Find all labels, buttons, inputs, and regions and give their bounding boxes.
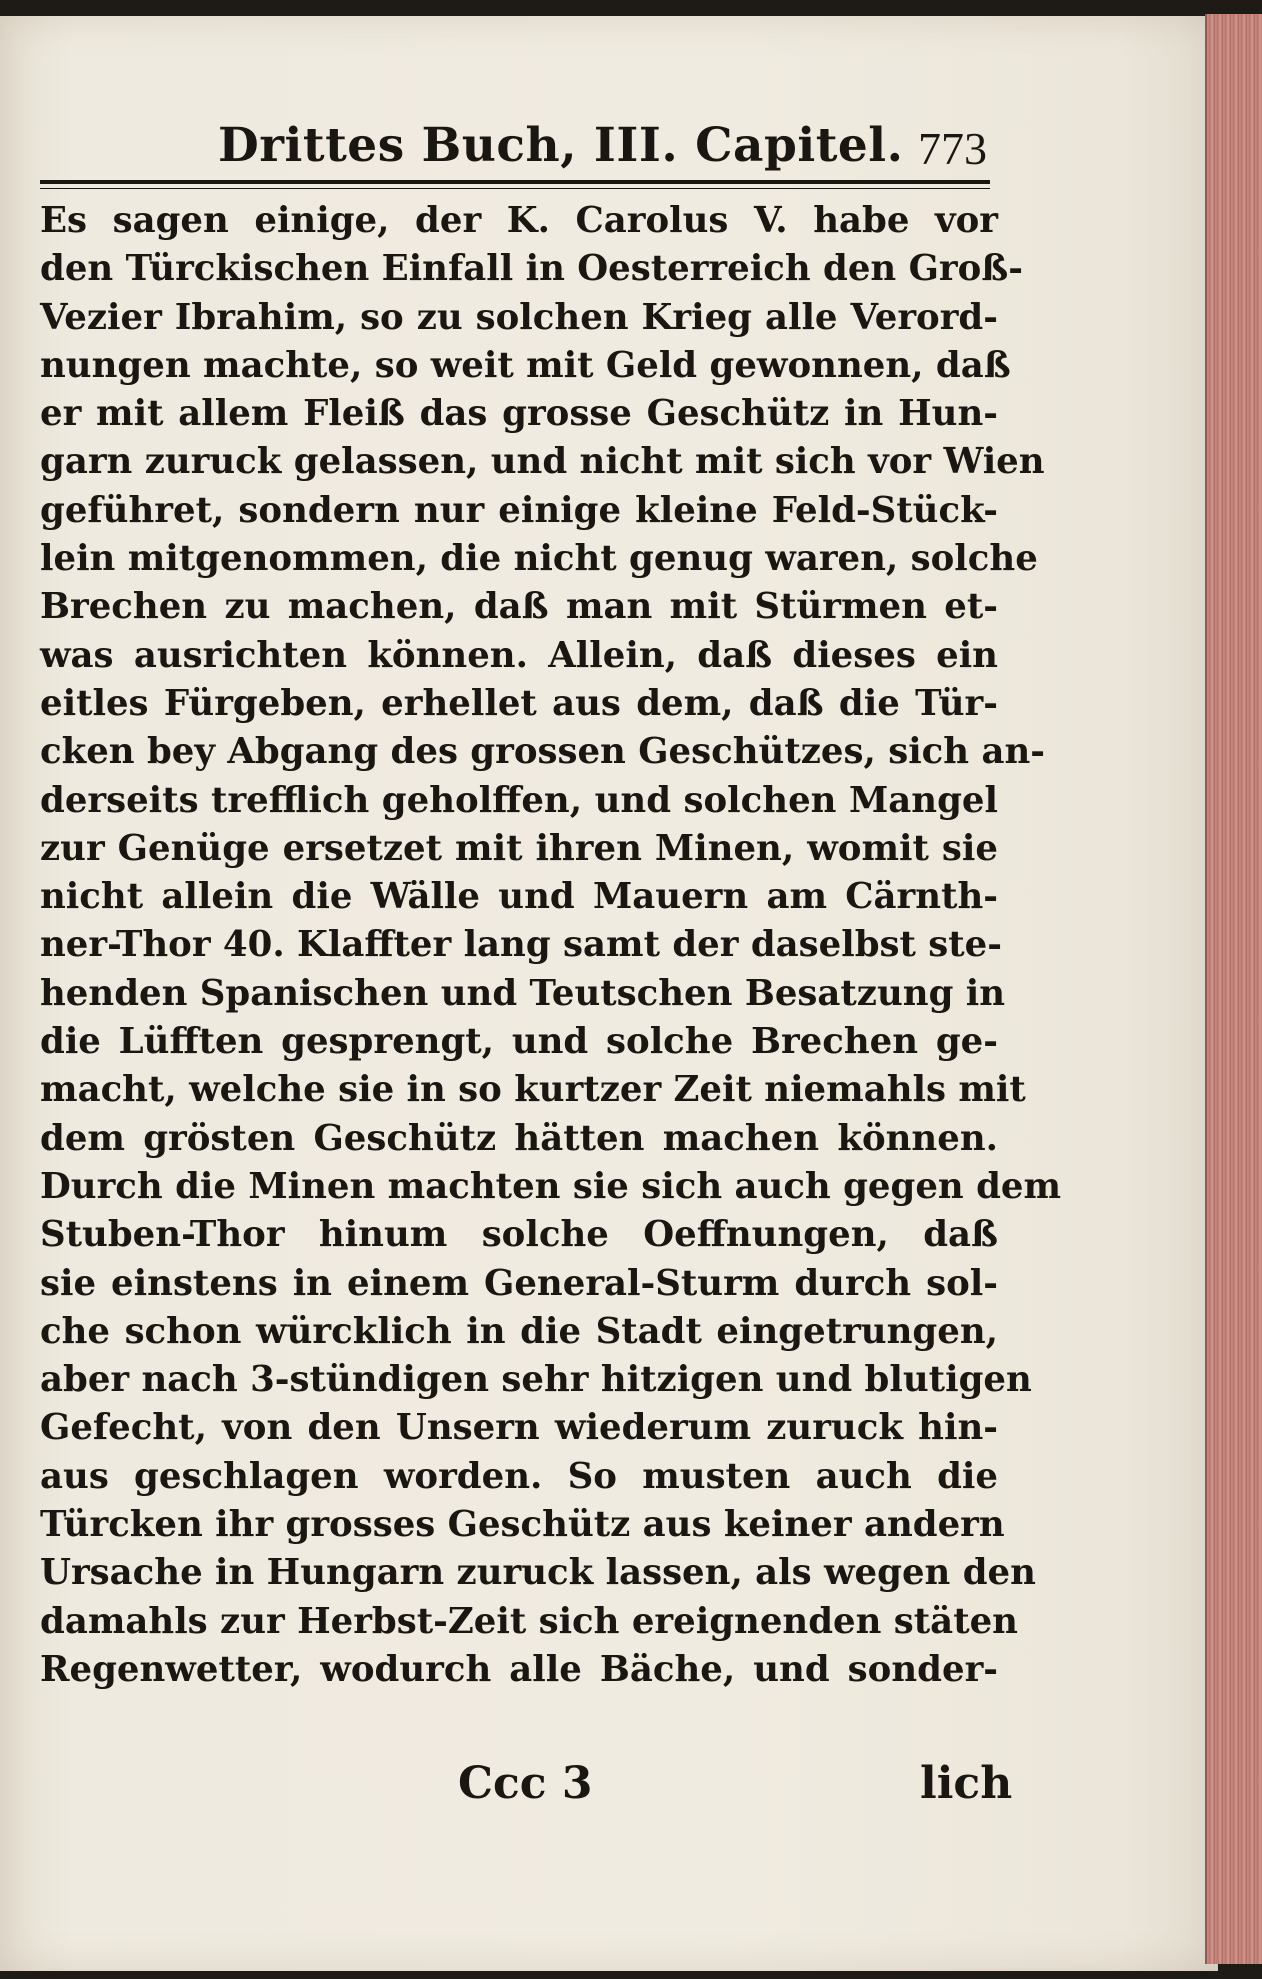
header-rule (40, 180, 990, 184)
page-number: 773 (918, 123, 987, 174)
text-line: sie einstens in einem General-Sturm durch sol- (40, 1262, 998, 1304)
text-line: aber nach 3-stündigen sehr hitzigen und blutigen (40, 1359, 1032, 1401)
text-line: die Lüfften gesprengt, und solche Brechen ge- (40, 1021, 998, 1063)
text-line: Regenwetter, wodurch alle Bäche, und sonder- (40, 1648, 998, 1690)
text-line: nicht allein die Wälle und Mauern am Cärnth- (40, 876, 998, 918)
text-line: garn zuruck gelassen, und nicht mit sich vor Wien (40, 441, 1045, 483)
text-line: Ursache in Hungarn zuruck lassen, als wegen den (40, 1552, 1036, 1594)
text-line: Brechen zu machen, daß man mit Stürmen et- (40, 586, 998, 628)
text-line: geführet, sondern nur einige kleine Feld-Stück- (40, 489, 998, 531)
text-line: cken bey Abgang des grossen Geschützes, sich an- (40, 731, 1046, 773)
text-line: henden Spanischen und Teutschen Besatzung in (40, 972, 1006, 1014)
page-header (40, 118, 1000, 188)
text-line: dem grösten Geschütz hätten machen können. (40, 1117, 998, 1159)
page-edge (1205, 14, 1262, 1964)
text-line: aus geschlagen worden. So musten auch die (40, 1455, 998, 1497)
text-line: Stuben-Thor hinum solche Oeffnungen, daß (40, 1214, 998, 1256)
text-line: derseits trefflich geholffen, und solchen Mangel (40, 779, 998, 821)
text-line: Durch die Minen machten sie sich auch gegen dem (40, 1165, 1062, 1207)
text-line: macht, welche sie in so kurtzer Zeit niemahls mit (40, 1069, 1026, 1111)
text-line: lein mitgenommen, die nicht genug waren, solche (40, 538, 1038, 580)
text-line: eitles Fürgeben, erhellet aus dem, daß die Tür- (40, 682, 998, 724)
text-line: zur Genüge ersetzet mit ihren Minen, womit sie (40, 827, 998, 869)
text-line: er mit allem Fleiß das grosse Geschütz in Hun- (40, 393, 998, 435)
text-line: was ausrichten können. Allein, daß dieses ein (40, 634, 998, 676)
text-line: nungen machte, so weit mit Geld gewonnen, daß (40, 344, 1011, 386)
body-text (40, 197, 1062, 1694)
text-line: Vezier Ibrahim, so zu solchen Krieg alle Verord- (40, 296, 998, 338)
catchword: lich (920, 1758, 1013, 1809)
text-line: Türcken ihr grosses Geschütz aus keiner andern (40, 1504, 1005, 1546)
text-line: damahls zur Herbst-Zeit sich ereignenden stäten (40, 1600, 1018, 1642)
header-rule-thin (40, 188, 990, 189)
text-line: Es sagen einige, der K. Carolus V. habe vor (40, 200, 998, 241)
text-line: ner-Thor 40. Klaffter lang samt der daselbst ste- (40, 924, 1002, 966)
text-line: Gefecht, von den Unsern wiederum zuruck hin- (40, 1407, 998, 1449)
text-line: den Türckischen Einfall in Oesterreich den Groß- (40, 248, 1023, 290)
signature-mark: Ccc 3 (458, 1758, 593, 1809)
page-footer (40, 1758, 1013, 1818)
running-title: Drittes Buch, III. Capitel. (218, 118, 904, 173)
text-line: che schon würcklich in die Stadt eingetrungen, (40, 1310, 998, 1352)
